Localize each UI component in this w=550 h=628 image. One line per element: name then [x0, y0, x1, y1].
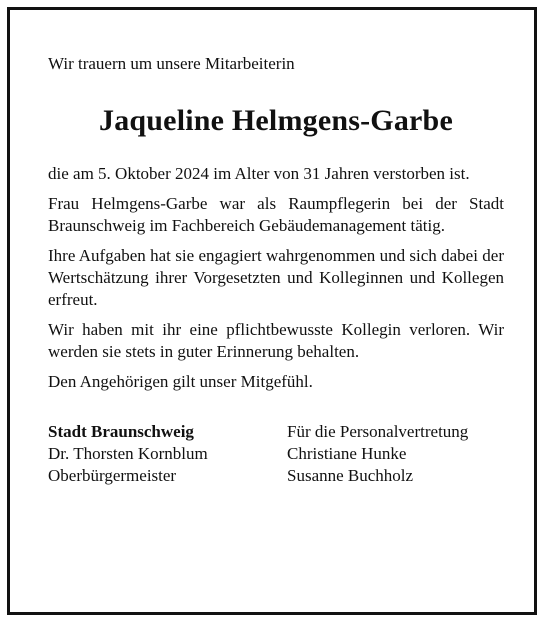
paragraph-remembrance: Wir haben mit ihr eine pflichtbewusste Kollegin verloren. Wir werden sie stets in guter Erinnerung behalten.: [48, 320, 504, 361]
paragraph-condolence: Den Angehörigen gilt unser Mitgefühl.: [48, 372, 313, 391]
paragraph-appreciation: Ihre Aufgaben hat sie engagiert wahrgenommen und sich dabei der Wertschätzung ihrer Vorgesetzten und Kolleginnen und Kollegen erfreut.: [48, 246, 504, 309]
deceased-name: Jaqueline Helmgens-Garbe: [99, 104, 453, 137]
signature-organization: Für die Personalvertretung: [287, 422, 469, 441]
body-text: [48, 163, 504, 393]
paragraph-death-date: die am 5. Oktober 2024 im Alter von 31 Jahren verstorben ist.: [48, 164, 470, 183]
obituary-notice: [48, 52, 504, 493]
paragraph-employment: Frau Helmgens-Garbe war als Raumpflegerin bei der Stadt Braunschweig im Fachbereich Gebäudemanagement tätig.: [48, 194, 504, 235]
signature-staff-council: [287, 421, 468, 487]
signature-city: [48, 421, 208, 487]
signature-organization: Stadt Braunschweig: [48, 422, 194, 441]
signature-person: Susanne Buchholz: [287, 466, 414, 485]
signature-person: Dr. Thorsten Kornblum: [48, 444, 208, 463]
intro-line: Wir trauern um unsere Mitarbeiterin: [48, 54, 295, 73]
signature-block: [48, 421, 504, 493]
signature-person: Christiane Hunke: [287, 444, 407, 463]
signature-role: Oberbürgermeister: [48, 466, 177, 485]
